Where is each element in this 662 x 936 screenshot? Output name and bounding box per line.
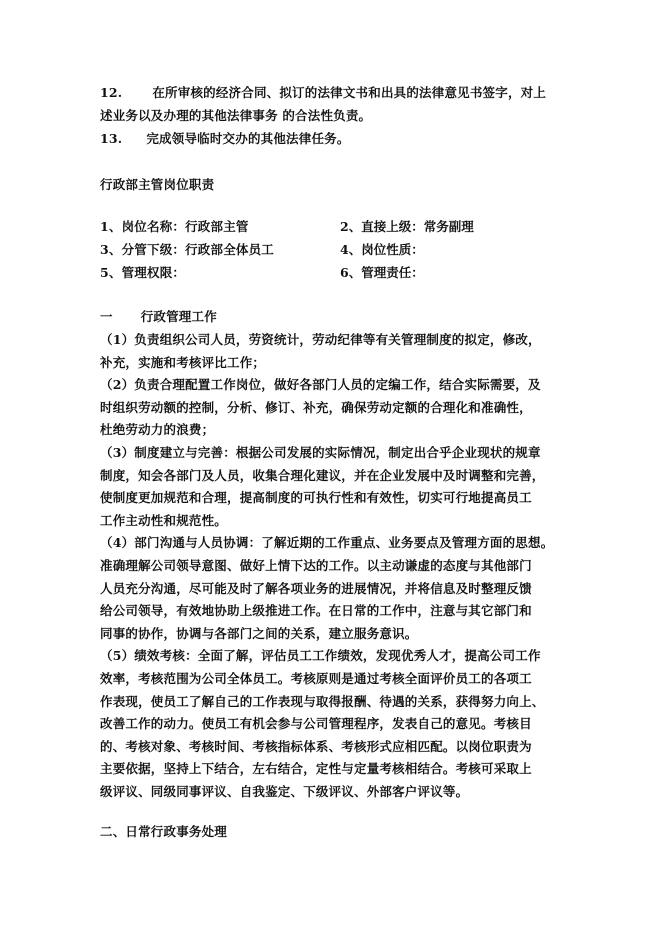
item-13-line (100, 130, 350, 148)
part1-line: 效率，考核范围为公司全体员工。考核原则是通过考核全面评价员工的各项工 (100, 671, 532, 686)
part1-line: 人员充分沟通，尽可能及时了解各项业务的进展情况，并将信息及时整理反馈 (100, 580, 532, 596)
part1-line: 制度，知会各部门及人员，收集合理化建议，并在企业发展中及时调整和完善， (100, 467, 545, 483)
part1-line: 时组织劳动额的控制，分析、修订、补充，确保劳动定额的合理化和准确性， (100, 399, 532, 415)
info-management-responsibility: 6、管理责任： (340, 265, 424, 280)
info-subordinates: 3、分管下级：行政部全体员工 (100, 242, 274, 257)
item-12-line-1 (100, 84, 546, 102)
part1-line: 使制度更加规范和合理，提高制度的可执行性和有效性，切实可行地提高员工 (100, 490, 532, 506)
part1-line: 工作主动性和规范性。 (100, 512, 228, 528)
item-12-text-1: 在所审核的经济合同、拟订的法律文书和出具的法律意见书签字，对上 (152, 85, 547, 100)
section-title: 行政部主管岗位职责 (100, 177, 215, 192)
part1-line: 的、考核对象、考核时间、考核指标体系、考核形式应相匹配。以岗位职责为 (100, 738, 532, 754)
part1-line: 级评议、同级同事评议、自我鉴定、下级评议、外部客户评议等。 (100, 784, 469, 799)
item-13-text: 完成领导临时交办的其他法律任务。 (146, 131, 350, 146)
part1-line: 补充，实施和考核评比工作； (100, 354, 266, 370)
item-12-text-2: 述业务以及办理的其他法律事务 的合法性负责。 (100, 108, 372, 123)
info-management-authority: 5、管理权限： (100, 265, 186, 280)
part1-heading (100, 308, 217, 326)
part1-line: （2）负责合理配置工作岗位，做好各部门人员的定编工作，结合实际需要，及 (100, 377, 541, 393)
item-13-number: 13. (100, 131, 123, 146)
part1-line: 杜绝劳动力的浪费； (100, 422, 215, 438)
info-position-nature: 4、岗位性质： (340, 242, 424, 257)
part2-heading: 二、日常行政事务处理 (100, 824, 228, 839)
item-12-number: 12. (100, 85, 123, 100)
part1-line: 改善工作的动力。使员工有机会参与公司管理程序，发表自己的意见。考核目 (100, 716, 532, 732)
part1-line: （5）绩效考核：全面了解，评估员工工作绩效，发现优秀人才，提高公司工作 (100, 648, 541, 664)
part1-line: 作表现，使员工了解自己的工作表现与取得报酬、待遇的关系，获得努力向上、 (100, 693, 545, 709)
part1-heading-text: 行政管理工作 (140, 309, 217, 324)
part1-line: 同事的协作，协调与各部门之间的关系，建立服务意识。 (100, 625, 418, 641)
info-direct-superior: 2、直接上级：常务副理 (340, 219, 474, 234)
part1-line: （1）负责组织公司人员，劳资统计，劳动纪律等有关管理制度的拟定，修改， (100, 332, 541, 347)
part1-line: 给公司领导，有效地协助上级推进工作。在日常的工作中，注意与其它部门和 (100, 603, 532, 619)
part1-line: 主要依据，坚持上下结合，左右结合，定性与定量考核相结合。考核可采取上 (100, 761, 532, 777)
part1-line: 准确理解公司领导意图、做好上情下达的工作。以主动谦虚的态度与其他部门 (100, 558, 532, 573)
part1-line: （3）制度建立与完善：根据公司发展的实际情况，制定出合乎企业现状的规章 (100, 445, 541, 460)
part1-line: （4）部门沟通与人员协调：了解近期的工作重点、业务要点及管理方面的思想。 (100, 535, 554, 551)
info-position-name: 1、岗位名称：行政部主管 (100, 219, 249, 234)
part1-heading-number: 一 (100, 309, 113, 324)
